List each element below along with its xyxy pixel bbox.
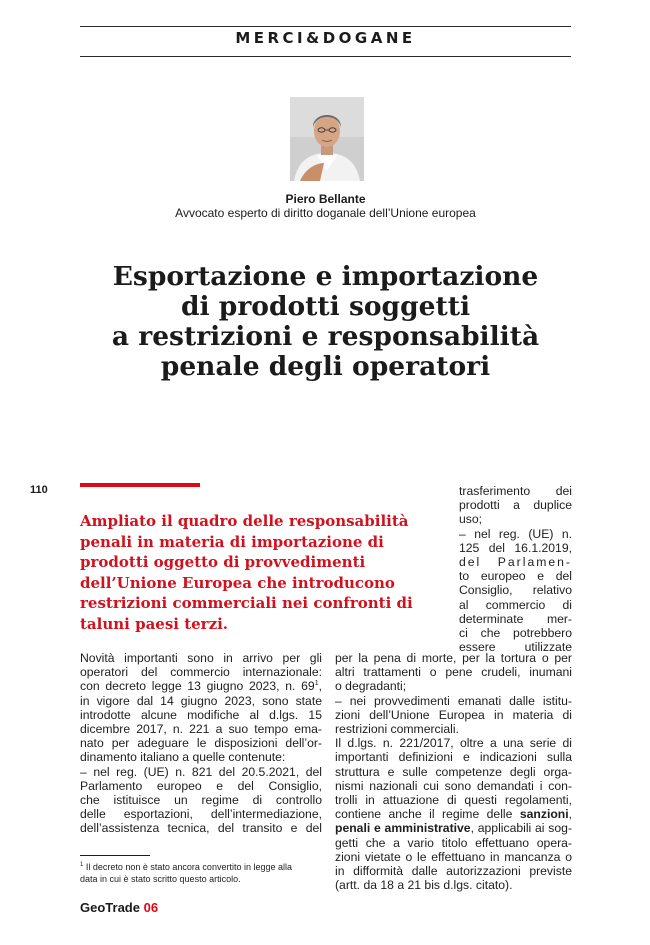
- body-text-fragment: con decreto legge 13 giugno 2023, n. 69: [80, 679, 315, 694]
- body-line: (artt. da 18 a 21 bis d.lgs. citato).: [335, 878, 513, 893]
- footnote-reference[interactable]: 1: [314, 680, 319, 688]
- accent-bar: [80, 483, 200, 487]
- body-line-with-footnote: [80, 679, 322, 693]
- body-line-sanctions: [335, 807, 572, 821]
- body-line: essere utilizzate: [459, 640, 572, 655]
- author-role: Avvocato esperto di diritto doganale dell’Unione europea: [175, 206, 476, 220]
- body-line: in difformità dalle autorizzazioni previste: [335, 864, 572, 879]
- footnote-marker: 1: [80, 862, 84, 868]
- body-line: che istituisce un regime di controllo: [80, 793, 322, 808]
- body-line: in vigore dal 14 giugno 2023, sono state: [80, 693, 322, 708]
- body-line: 125 del 16.1.2019,: [459, 540, 572, 555]
- footnote-rule: [80, 855, 150, 856]
- footnote-line: data in cui è stato scritto questo articolo.: [80, 874, 241, 884]
- body-line: ci che potrebbero: [459, 626, 572, 641]
- body-line: – nei provvedimenti emanati dalle istitu-: [335, 693, 572, 708]
- body-line: Consiglio, relativo: [459, 583, 572, 598]
- body-line-sanctions: [335, 821, 572, 835]
- body-line: operatori del commercio internazionale:: [80, 665, 322, 680]
- body-line: – nel reg. (UE) n. 821 del 20.5.2021, del: [80, 764, 322, 779]
- body-line: determinate mer-: [459, 611, 572, 626]
- lead-line: restrizioni commerciali nei confronti di: [80, 594, 413, 612]
- body-line: zioni dell’Unione Europea in materia di: [335, 707, 572, 722]
- footnote-text: Il decreto non è stato ancora convertito in legge alla: [85, 862, 292, 872]
- body-line: o degradanti;: [335, 679, 407, 694]
- lead-line: prodotti oggetto di provvedimenti: [80, 553, 366, 571]
- lead-line: penali in materia di importazione di: [80, 532, 384, 551]
- emphasis-penalties: penali e amministrative: [335, 821, 471, 836]
- body-line: altri trattamenti o pene crudeli, inumani: [335, 665, 572, 680]
- footer-brand: [80, 900, 158, 915]
- title-line: a restrizioni e responsabilità: [111, 321, 540, 352]
- lead-paragraph: [80, 511, 442, 634]
- header-rule-bottom: [80, 56, 571, 57]
- section-title: MERCI&DOGANE: [235, 29, 416, 47]
- body-line: struttura e sulle competenze degli orga-: [335, 764, 572, 779]
- body-line: del Parlamen-: [459, 555, 572, 570]
- body-line: importanti definizioni e indicazioni sulla: [335, 750, 572, 765]
- body-line: dinamento italiano a quelle contenute:: [80, 750, 286, 765]
- body-column-left: [80, 651, 322, 836]
- issue-number: 06: [143, 900, 159, 915]
- lead-line: dell’Unione Europea che introducono: [80, 573, 395, 592]
- author-name: Piero Bellante: [285, 192, 366, 206]
- body-line: zioni vietate o le effettuano in mancanza o: [335, 849, 572, 864]
- author-photo: [290, 97, 364, 181]
- body-line: getti che a vario titolo effettuano opera-: [335, 835, 572, 850]
- body-line: al commercio di: [459, 597, 572, 612]
- body-line: nismi nazionali cui sono demandati i con-: [335, 778, 572, 793]
- title-line: Esportazione e importazione: [112, 261, 539, 292]
- body-column-right-top: [459, 484, 572, 654]
- title-line: penale degli operatori: [160, 351, 491, 382]
- body-line: to europeo e del: [459, 569, 572, 584]
- body-text-fragment: contiene anche il regime delle: [335, 807, 520, 822]
- body-line: per la pena di morte, per la tortura o per: [335, 651, 572, 665]
- body-line: delle esportazioni, dell’intermediazione,: [80, 807, 322, 822]
- body-line: prodotti a duplice: [459, 498, 572, 513]
- lead-line: taluni paesi terzi.: [80, 614, 229, 633]
- body-line: uso;: [459, 512, 483, 527]
- body-line: – nel reg. (UE) n.: [459, 526, 572, 541]
- body-column-right: [335, 651, 572, 892]
- body-line: dicembre 2017, n. 221 a suo tempo ema-: [80, 722, 322, 737]
- brand-name: GeoTrade: [80, 900, 140, 915]
- author-portrait-icon: [290, 97, 364, 181]
- body-text-fragment: , applicabili ai sog-: [470, 821, 573, 836]
- body-line: restrizioni commerciali.: [335, 722, 459, 737]
- body-line: Novità importanti sono in arrivo per gli: [80, 651, 322, 665]
- body-line: trasferimento dei: [459, 484, 572, 498]
- emphasis-sanctions: sanzioni: [519, 807, 569, 822]
- footnote: [80, 861, 325, 885]
- body-text-fragment: ,: [568, 807, 572, 822]
- body-line: introdotte alcune modifiche al d.lgs. 15: [80, 707, 322, 722]
- header-rule-top: [80, 26, 571, 27]
- body-line: Parlamento europeo e del Consiglio,: [80, 778, 322, 793]
- title-line: di prodotti soggetti: [180, 291, 471, 322]
- page-number: 110: [30, 484, 48, 496]
- body-line: Il d.lgs. n. 221/2017, oltre a una serie di: [335, 736, 572, 751]
- body-line: nato per adeguare le disposizioni dell’or-: [80, 736, 322, 751]
- body-line: dell’assistenza tecnica, del transito e del: [80, 821, 322, 836]
- body-line: trolli in attuazione di questi regolamenti,: [335, 793, 572, 808]
- lead-line: Ampliato il quadro delle responsabilità: [80, 512, 409, 530]
- footnote-line: [80, 861, 325, 873]
- article-title: [60, 262, 591, 382]
- body-text-fragment: ,: [318, 679, 322, 694]
